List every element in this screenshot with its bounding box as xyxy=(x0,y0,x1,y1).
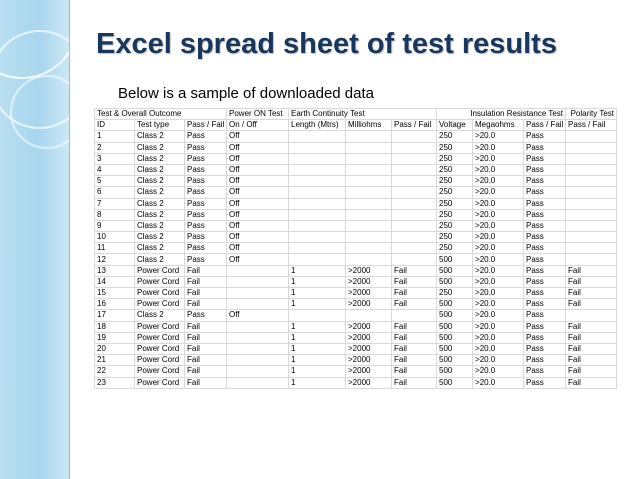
cell-megaohms: >20.0 xyxy=(473,276,524,287)
cell-earth-result xyxy=(392,232,437,243)
table-row xyxy=(95,321,617,332)
cell-id: 16 xyxy=(95,299,135,310)
cell-megaohms: >20.0 xyxy=(473,299,524,310)
cell-power-state xyxy=(227,343,289,354)
cell-milliohms: >2000 xyxy=(346,299,392,310)
cell-insulation-result: Pass xyxy=(524,176,566,187)
cell-power-state xyxy=(227,288,289,299)
cell-voltage: 250 xyxy=(437,209,473,220)
cell-length: 1 xyxy=(289,377,346,388)
cell-test-type: Power Cord xyxy=(135,332,185,343)
cell-test-type: Class 2 xyxy=(135,164,185,175)
cell-overall-result: Fail xyxy=(185,355,227,366)
cell-overall-result: Pass xyxy=(185,164,227,175)
cell-id: 8 xyxy=(95,209,135,220)
cell-voltage: 500 xyxy=(437,265,473,276)
cell-insulation-result: Pass xyxy=(524,276,566,287)
cell-overall-result: Pass xyxy=(185,142,227,153)
column-header-overall-result: Pass / Fail xyxy=(185,120,227,131)
cell-earth-result: Fail xyxy=(392,321,437,332)
cell-earth-result: Fail xyxy=(392,332,437,343)
cell-overall-result: Fail xyxy=(185,299,227,310)
cell-power-state xyxy=(227,332,289,343)
cell-overall-result: Fail xyxy=(185,288,227,299)
cell-power-state xyxy=(227,355,289,366)
cell-test-type: Power Cord xyxy=(135,276,185,287)
cell-power-state: Off xyxy=(227,220,289,231)
table-row xyxy=(95,366,617,377)
decorative-side-band xyxy=(0,0,70,479)
cell-length xyxy=(289,310,346,321)
cell-megaohms: >20.0 xyxy=(473,343,524,354)
cell-megaohms: >20.0 xyxy=(473,232,524,243)
cell-length: 1 xyxy=(289,332,346,343)
cell-voltage: 500 xyxy=(437,343,473,354)
table-row xyxy=(95,142,617,153)
cell-power-state: Off xyxy=(227,176,289,187)
cell-milliohms xyxy=(346,164,392,175)
cell-milliohms xyxy=(346,153,392,164)
cell-insulation-result: Pass xyxy=(524,209,566,220)
column-header-polarity-result: Pass / Fail xyxy=(566,120,617,131)
cell-polarity-result: Fail xyxy=(566,343,617,354)
cell-id: 19 xyxy=(95,332,135,343)
cell-polarity-result xyxy=(566,310,617,321)
cell-id: 18 xyxy=(95,321,135,332)
column-header-voltage: Voltage xyxy=(437,120,473,131)
cell-polarity-result: Fail xyxy=(566,377,617,388)
cell-length xyxy=(289,243,346,254)
cell-id: 7 xyxy=(95,198,135,209)
cell-earth-result: Fail xyxy=(392,299,437,310)
table-row xyxy=(95,288,617,299)
cell-overall-result: Pass xyxy=(185,243,227,254)
cell-megaohms: >20.0 xyxy=(473,209,524,220)
cell-milliohms: >2000 xyxy=(346,377,392,388)
cell-id: 23 xyxy=(95,377,135,388)
cell-test-type: Power Cord xyxy=(135,321,185,332)
column-header-earth-result: Pass / Fail xyxy=(392,120,437,131)
cell-polarity-result xyxy=(566,198,617,209)
cell-id: 11 xyxy=(95,243,135,254)
cell-insulation-result: Pass xyxy=(524,288,566,299)
cell-voltage: 250 xyxy=(437,164,473,175)
decorative-circle xyxy=(10,75,84,149)
cell-length: 1 xyxy=(289,265,346,276)
cell-voltage: 500 xyxy=(437,310,473,321)
cell-milliohms xyxy=(346,131,392,142)
cell-insulation-result: Pass xyxy=(524,153,566,164)
cell-polarity-result xyxy=(566,220,617,231)
cell-voltage: 500 xyxy=(437,254,473,265)
cell-test-type: Class 2 xyxy=(135,243,185,254)
column-header-test-type: Test type xyxy=(135,120,185,131)
cell-id: 2 xyxy=(95,142,135,153)
cell-overall-result: Pass xyxy=(185,220,227,231)
cell-milliohms xyxy=(346,176,392,187)
cell-test-type: Power Cord xyxy=(135,288,185,299)
cell-voltage: 250 xyxy=(437,198,473,209)
cell-milliohms: >2000 xyxy=(346,321,392,332)
cell-length xyxy=(289,176,346,187)
cell-polarity-result: Fail xyxy=(566,288,617,299)
cell-megaohms: >20.0 xyxy=(473,288,524,299)
test-results-spreadsheet xyxy=(94,108,617,389)
cell-length: 1 xyxy=(289,355,346,366)
table-row xyxy=(95,343,617,354)
cell-polarity-result xyxy=(566,232,617,243)
cell-id: 20 xyxy=(95,343,135,354)
cell-earth-result xyxy=(392,142,437,153)
cell-id: 14 xyxy=(95,276,135,287)
cell-power-state: Off xyxy=(227,187,289,198)
cell-power-state xyxy=(227,276,289,287)
cell-insulation-result: Pass xyxy=(524,232,566,243)
cell-test-type: Power Cord xyxy=(135,343,185,354)
table-row xyxy=(95,232,617,243)
cell-milliohms xyxy=(346,209,392,220)
cell-polarity-result xyxy=(566,254,617,265)
group-header-power: Power ON Test xyxy=(227,109,289,120)
cell-polarity-result xyxy=(566,153,617,164)
cell-insulation-result: Pass xyxy=(524,220,566,231)
cell-earth-result xyxy=(392,243,437,254)
cell-megaohms: >20.0 xyxy=(473,254,524,265)
cell-test-type: Class 2 xyxy=(135,254,185,265)
cell-overall-result: Fail xyxy=(185,276,227,287)
cell-id: 1 xyxy=(95,131,135,142)
cell-test-type: Power Cord xyxy=(135,366,185,377)
cell-id: 3 xyxy=(95,153,135,164)
cell-test-type: Class 2 xyxy=(135,198,185,209)
cell-overall-result: Pass xyxy=(185,198,227,209)
table-row xyxy=(95,332,617,343)
cell-voltage: 250 xyxy=(437,176,473,187)
cell-earth-result xyxy=(392,310,437,321)
cell-power-state: Off xyxy=(227,232,289,243)
cell-insulation-result: Pass xyxy=(524,164,566,175)
cell-length xyxy=(289,153,346,164)
cell-id: 12 xyxy=(95,254,135,265)
cell-power-state: Off xyxy=(227,164,289,175)
cell-length xyxy=(289,232,346,243)
column-header-row xyxy=(95,120,617,131)
group-header-row xyxy=(95,109,617,120)
cell-overall-result: Fail xyxy=(185,321,227,332)
cell-earth-result xyxy=(392,209,437,220)
cell-power-state: Off xyxy=(227,131,289,142)
cell-insulation-result: Pass xyxy=(524,310,566,321)
cell-megaohms: >20.0 xyxy=(473,187,524,198)
cell-test-type: Class 2 xyxy=(135,153,185,164)
cell-milliohms xyxy=(346,220,392,231)
cell-length: 1 xyxy=(289,276,346,287)
cell-insulation-result: Pass xyxy=(524,198,566,209)
cell-milliohms xyxy=(346,142,392,153)
cell-id: 17 xyxy=(95,310,135,321)
cell-polarity-result: Fail xyxy=(566,332,617,343)
cell-overall-result: Pass xyxy=(185,176,227,187)
cell-id: 4 xyxy=(95,164,135,175)
cell-id: 6 xyxy=(95,187,135,198)
table-row xyxy=(95,153,617,164)
cell-insulation-result: Pass xyxy=(524,187,566,198)
cell-length: 1 xyxy=(289,321,346,332)
cell-voltage: 250 xyxy=(437,142,473,153)
cell-megaohms: >20.0 xyxy=(473,142,524,153)
cell-overall-result: Pass xyxy=(185,131,227,142)
cell-length: 1 xyxy=(289,343,346,354)
cell-earth-result: Fail xyxy=(392,343,437,354)
cell-length xyxy=(289,254,346,265)
cell-voltage: 250 xyxy=(437,131,473,142)
cell-voltage: 250 xyxy=(437,153,473,164)
table-row xyxy=(95,243,617,254)
cell-earth-result xyxy=(392,164,437,175)
cell-megaohms: >20.0 xyxy=(473,243,524,254)
cell-earth-result xyxy=(392,153,437,164)
cell-test-type: Class 2 xyxy=(135,209,185,220)
cell-milliohms: >2000 xyxy=(346,288,392,299)
column-header-length: Length (Mtrs) xyxy=(289,120,346,131)
cell-length xyxy=(289,131,346,142)
table-row xyxy=(95,187,617,198)
cell-test-type: Class 2 xyxy=(135,142,185,153)
cell-earth-result xyxy=(392,220,437,231)
cell-earth-result xyxy=(392,198,437,209)
cell-overall-result: Pass xyxy=(185,310,227,321)
cell-test-type: Class 2 xyxy=(135,131,185,142)
column-header-megaohms: Megaohms xyxy=(473,120,524,131)
cell-earth-result xyxy=(392,176,437,187)
table-row xyxy=(95,254,617,265)
cell-polarity-result xyxy=(566,187,617,198)
cell-insulation-result: Pass xyxy=(524,299,566,310)
cell-megaohms: >20.0 xyxy=(473,366,524,377)
cell-power-state: Off xyxy=(227,209,289,220)
cell-test-type: Class 2 xyxy=(135,220,185,231)
cell-insulation-result: Pass xyxy=(524,366,566,377)
cell-earth-result xyxy=(392,254,437,265)
cell-polarity-result: Fail xyxy=(566,355,617,366)
cell-overall-result: Pass xyxy=(185,232,227,243)
table-row xyxy=(95,355,617,366)
cell-overall-result: Fail xyxy=(185,343,227,354)
table-row xyxy=(95,299,617,310)
cell-length: 1 xyxy=(289,288,346,299)
cell-id: 15 xyxy=(95,288,135,299)
cell-insulation-result: Pass xyxy=(524,321,566,332)
table-row xyxy=(95,276,617,287)
table-row xyxy=(95,164,617,175)
cell-insulation-result: Pass xyxy=(524,254,566,265)
cell-polarity-result xyxy=(566,142,617,153)
cell-megaohms: >20.0 xyxy=(473,310,524,321)
cell-milliohms: >2000 xyxy=(346,332,392,343)
cell-overall-result: Fail xyxy=(185,377,227,388)
cell-id: 5 xyxy=(95,176,135,187)
cell-voltage: 250 xyxy=(437,220,473,231)
cell-megaohms: >20.0 xyxy=(473,332,524,343)
cell-overall-result: Fail xyxy=(185,366,227,377)
cell-milliohms xyxy=(346,243,392,254)
cell-insulation-result: Pass xyxy=(524,131,566,142)
table-row xyxy=(95,377,617,388)
cell-milliohms: >2000 xyxy=(346,355,392,366)
cell-id: 13 xyxy=(95,265,135,276)
cell-power-state xyxy=(227,366,289,377)
table-row xyxy=(95,131,617,142)
cell-test-type: Power Cord xyxy=(135,377,185,388)
cell-earth-result: Fail xyxy=(392,366,437,377)
column-header-id: ID xyxy=(95,120,135,131)
cell-power-state xyxy=(227,299,289,310)
slide-title: Excel spread sheet of test results xyxy=(96,28,557,60)
cell-test-type: Power Cord xyxy=(135,355,185,366)
cell-power-state xyxy=(227,321,289,332)
cell-voltage: 250 xyxy=(437,187,473,198)
cell-megaohms: >20.0 xyxy=(473,153,524,164)
cell-milliohms xyxy=(346,310,392,321)
cell-length xyxy=(289,164,346,175)
table-row xyxy=(95,265,617,276)
cell-megaohms: >20.0 xyxy=(473,198,524,209)
cell-test-type: Class 2 xyxy=(135,187,185,198)
cell-power-state: Off xyxy=(227,254,289,265)
cell-milliohms xyxy=(346,254,392,265)
cell-earth-result: Fail xyxy=(392,265,437,276)
cell-megaohms: >20.0 xyxy=(473,131,524,142)
group-header-earth: Earth Continuity Test xyxy=(289,109,437,120)
cell-overall-result: Pass xyxy=(185,254,227,265)
column-header-milliohms: Milliohms xyxy=(346,120,392,131)
cell-id: 21 xyxy=(95,355,135,366)
cell-milliohms: >2000 xyxy=(346,265,392,276)
cell-power-state: Off xyxy=(227,153,289,164)
table-row xyxy=(95,176,617,187)
cell-milliohms xyxy=(346,187,392,198)
cell-overall-result: Fail xyxy=(185,332,227,343)
cell-test-type: Class 2 xyxy=(135,232,185,243)
cell-voltage: 500 xyxy=(437,299,473,310)
cell-polarity-result: Fail xyxy=(566,299,617,310)
cell-polarity-result xyxy=(566,164,617,175)
cell-insulation-result: Pass xyxy=(524,142,566,153)
cell-power-state xyxy=(227,265,289,276)
cell-earth-result: Fail xyxy=(392,276,437,287)
cell-overall-result: Pass xyxy=(185,153,227,164)
cell-megaohms: >20.0 xyxy=(473,355,524,366)
cell-power-state: Off xyxy=(227,310,289,321)
cell-polarity-result xyxy=(566,131,617,142)
cell-test-type: Class 2 xyxy=(135,310,185,321)
column-header-insulation-result: Pass / Fail xyxy=(524,120,566,131)
cell-length xyxy=(289,209,346,220)
cell-megaohms: >20.0 xyxy=(473,377,524,388)
cell-megaohms: >20.0 xyxy=(473,321,524,332)
cell-polarity-result xyxy=(566,176,617,187)
cell-megaohms: >20.0 xyxy=(473,265,524,276)
cell-id: 10 xyxy=(95,232,135,243)
cell-polarity-result: Fail xyxy=(566,321,617,332)
cell-earth-result xyxy=(392,187,437,198)
cell-power-state: Off xyxy=(227,243,289,254)
cell-length xyxy=(289,220,346,231)
group-header-overall: Test & Overall Outcome xyxy=(95,109,227,120)
cell-megaohms: >20.0 xyxy=(473,176,524,187)
cell-insulation-result: Pass xyxy=(524,355,566,366)
group-header-polarity: Polarity Test xyxy=(566,109,617,120)
cell-milliohms: >2000 xyxy=(346,276,392,287)
cell-test-type: Power Cord xyxy=(135,299,185,310)
cell-voltage: 500 xyxy=(437,377,473,388)
table-row xyxy=(95,209,617,220)
cell-voltage: 500 xyxy=(437,366,473,377)
cell-length xyxy=(289,198,346,209)
cell-polarity-result: Fail xyxy=(566,366,617,377)
cell-length xyxy=(289,142,346,153)
cell-voltage: 500 xyxy=(437,321,473,332)
cell-test-type: Power Cord xyxy=(135,265,185,276)
cell-length: 1 xyxy=(289,366,346,377)
cell-earth-result: Fail xyxy=(392,377,437,388)
cell-voltage: 250 xyxy=(437,243,473,254)
cell-length: 1 xyxy=(289,299,346,310)
cell-polarity-result: Fail xyxy=(566,276,617,287)
cell-length xyxy=(289,187,346,198)
cell-test-type: Class 2 xyxy=(135,176,185,187)
cell-overall-result: Pass xyxy=(185,209,227,220)
column-header-power-state: On / Off xyxy=(227,120,289,131)
cell-power-state: Off xyxy=(227,142,289,153)
cell-insulation-result: Pass xyxy=(524,265,566,276)
cell-power-state: Off xyxy=(227,198,289,209)
cell-overall-result: Pass xyxy=(185,187,227,198)
slide-subtitle: Below is a sample of downloaded data xyxy=(118,85,374,102)
cell-voltage: 250 xyxy=(437,232,473,243)
cell-insulation-result: Pass xyxy=(524,343,566,354)
cell-id: 22 xyxy=(95,366,135,377)
cell-polarity-result xyxy=(566,243,617,254)
cell-milliohms xyxy=(346,198,392,209)
cell-milliohms xyxy=(346,232,392,243)
cell-id: 9 xyxy=(95,220,135,231)
cell-overall-result: Fail xyxy=(185,265,227,276)
cell-voltage: 500 xyxy=(437,332,473,343)
cell-voltage: 250 xyxy=(437,288,473,299)
cell-polarity-result: Fail xyxy=(566,265,617,276)
group-header-insulation: Insulation Resistance Test xyxy=(437,109,566,120)
cell-earth-result: Fail xyxy=(392,288,437,299)
cell-earth-result xyxy=(392,131,437,142)
cell-voltage: 500 xyxy=(437,355,473,366)
table-row xyxy=(95,220,617,231)
cell-polarity-result xyxy=(566,209,617,220)
table-row xyxy=(95,310,617,321)
cell-earth-result: Fail xyxy=(392,355,437,366)
cell-insulation-result: Pass xyxy=(524,243,566,254)
cell-insulation-result: Pass xyxy=(524,377,566,388)
cell-milliohms: >2000 xyxy=(346,366,392,377)
cell-megaohms: >20.0 xyxy=(473,164,524,175)
table-row xyxy=(95,198,617,209)
cell-insulation-result: Pass xyxy=(524,332,566,343)
cell-voltage: 500 xyxy=(437,276,473,287)
cell-megaohms: >20.0 xyxy=(473,220,524,231)
cell-milliohms: >2000 xyxy=(346,343,392,354)
cell-power-state xyxy=(227,377,289,388)
